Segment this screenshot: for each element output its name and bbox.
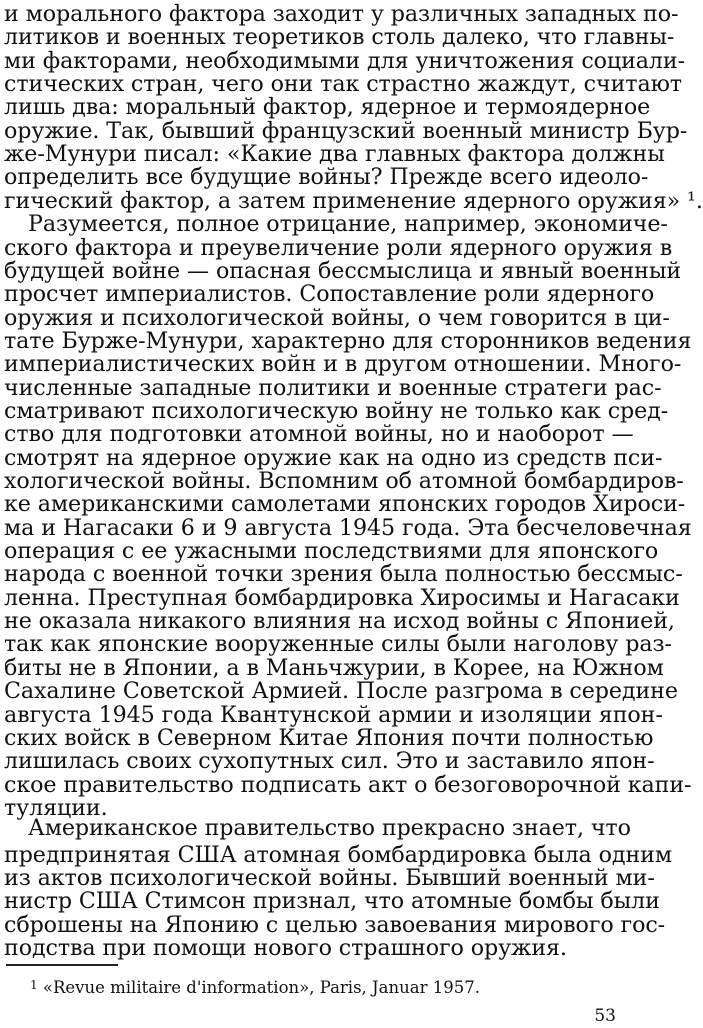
- text-line: ство для подготовки атомной войны, но и наоборот —: [4, 421, 634, 448]
- text-line: численные западные политики и военные стратеги рас-: [4, 374, 662, 401]
- text-line: предпринятая США атомная бомбардировка была одним: [4, 841, 672, 868]
- footnote: [30, 974, 480, 999]
- text-line: гический фактор, а затем применение ядерного оружия» ¹.: [4, 187, 703, 214]
- text-line: империалистических войн и в другом отношении. Много-: [4, 351, 682, 378]
- text-line: Американское правительство прекрасно знает, что: [28, 815, 631, 841]
- text-line: нистр США Стимсон признал, что атомные бомбы были: [4, 888, 660, 915]
- text-line: ленна. Преступная бомбардировка Хиросимы и Нагасаки: [4, 584, 680, 611]
- text-line: ское правительство подписать акт о безоговорочной капи-: [4, 771, 692, 798]
- text-line: стических стран, чего они так страстно жаждут, считают: [4, 71, 682, 98]
- text-line: оружие. Так, бывший французский военный министр Бур-: [4, 117, 688, 144]
- text-line: сматривают психологическую войну не только как сред-: [4, 397, 669, 424]
- text-line: хологической войны. Вспомним об атомной бомбардиров-: [4, 468, 684, 494]
- text-line: августа 1945 года Квантунской армии и изоляции япон-: [4, 701, 663, 728]
- text-line: оружия и психологической войны, о чем говорится в ци-: [4, 304, 670, 331]
- text-line: не оказала никакого влияния на исход войны с Японией,: [4, 608, 675, 635]
- text-line: определить все будущие войны? Прежде всего идеоло-: [4, 164, 649, 191]
- text-line: и морального фактора заходит у различных западных по-: [4, 1, 679, 27]
- text-line: ке американскими самолетами японских городов Хироси-: [4, 491, 686, 518]
- text-line: будущей войне — опасная бессмыслица и явный военный: [4, 257, 682, 284]
- text-line: операция с ее ужасными последствиями для японского: [4, 538, 659, 565]
- footnote-text: «Revue militaire d'information», Paris, Januar 1957.: [42, 978, 480, 997]
- text-line: народа с военной точки зрения была полностью бессмыс-: [4, 561, 683, 588]
- text-line: смотрят на ядерное оружие как на одно из средств пси-: [4, 444, 663, 471]
- text-line: ми факторами, необходимыми для уничтожения социали-: [4, 47, 686, 74]
- text-line: из актов психологической войны. Бывший военный ми-: [4, 864, 655, 891]
- text-line: подства при помощи нового страшного оружия.: [4, 935, 567, 961]
- text-line: туляции.: [4, 794, 108, 821]
- footnote-marker: 1: [30, 978, 38, 992]
- text-line: ма и Нагасаки 6 и 9 августа 1945 года. Эта бесчеловечная: [4, 514, 692, 541]
- text-line: Сахалине Советской Армией. После разгрома в середине: [4, 678, 678, 705]
- text-line: ского фактора и преувеличение роли ядерного оружия в: [4, 234, 673, 261]
- text-line: лишь два: моральный фактор, ядерное и термоядерное: [4, 94, 651, 121]
- text-line: тате Бурже-Мунури, характерно для сторонников ведения: [4, 327, 692, 354]
- page-number: 53: [594, 1006, 616, 1026]
- text-line: литиков и военных теоретиков столь далеко, что главны-: [4, 24, 675, 51]
- text-line: же-Мунури писал: «Какие два главных фактора должны: [4, 141, 665, 168]
- text-line: биты не в Японии, а в Маньчжурии, в Корее, на Южном: [4, 654, 664, 681]
- text-line: просчет империалистов. Сопоставление роли ядерного: [4, 281, 655, 308]
- text-line: Разумеется, полное отрицание, например, экономиче-: [28, 211, 668, 238]
- text-line: лишилась своих сухопутных сил. Это и заставило япон-: [4, 748, 655, 775]
- text-line: ских войск в Северном Китае Япония почти полностью: [4, 724, 654, 751]
- text-line: так как японские вооруженные силы были наголову раз-: [4, 631, 672, 658]
- footnote-divider: [6, 964, 118, 966]
- text-line: сброшены на Японию с целью завоевания мирового гос-: [4, 911, 666, 938]
- book-page: [4, 0, 703, 1028]
